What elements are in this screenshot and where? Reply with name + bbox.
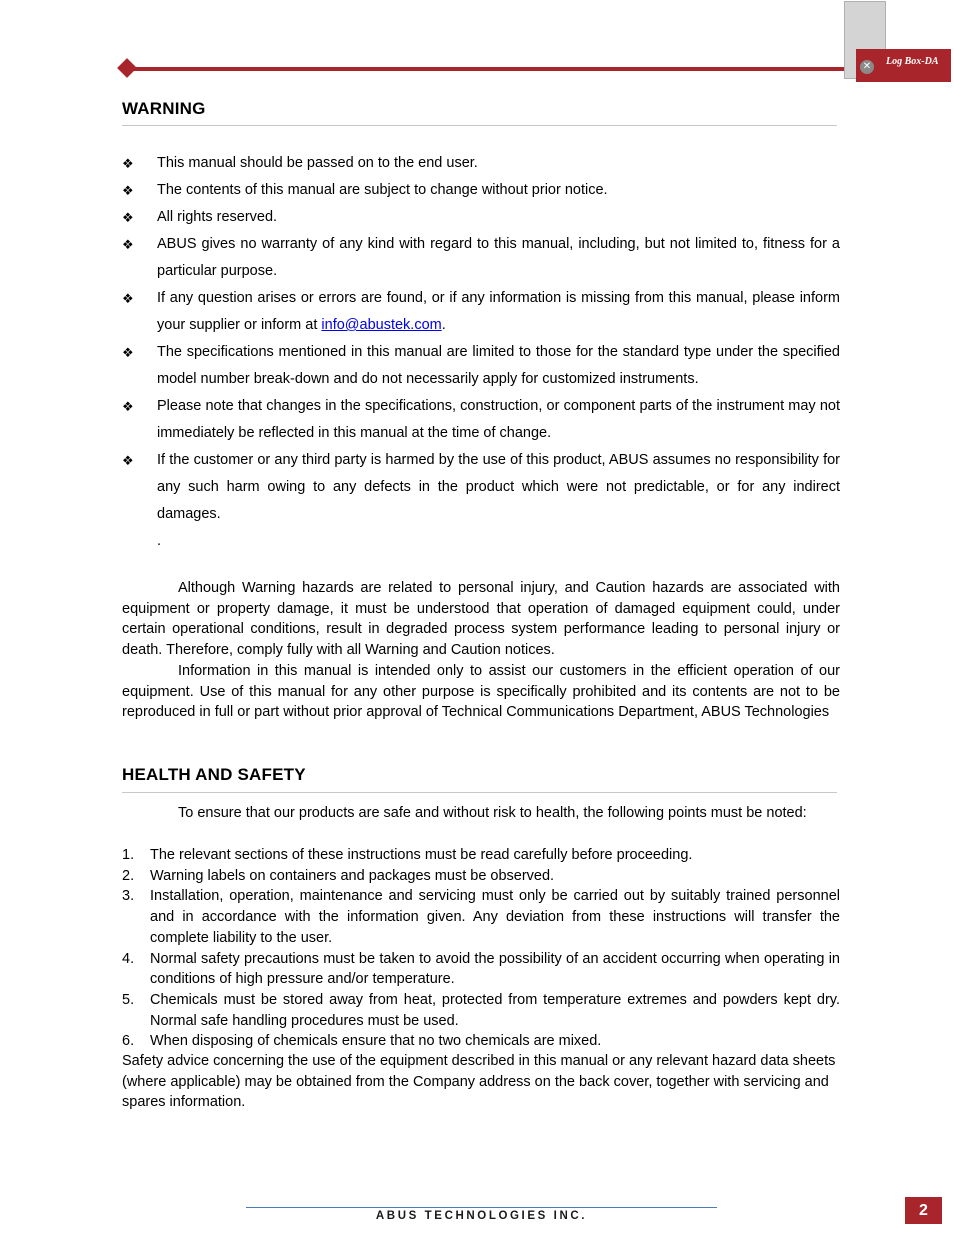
diamond-bullet-icon: ❖ xyxy=(122,237,134,252)
health-intro-block xyxy=(122,803,840,824)
page-number: 2 xyxy=(905,1197,942,1224)
list-item: ❖ If any question arises or errors are found, or if any information is missing from this manual, please inform your supplier or inform at info@abustek.com. xyxy=(122,285,840,339)
header-diamond xyxy=(117,58,137,78)
health-intro: To ensure that our products are safe and without risk to health, the following points must be noted: xyxy=(178,805,807,821)
warning-paragraph: Information in this manual is intended only to assist our customers in the efficient operation of our equipment. Use of this manual for any other purpose is specifically prohibited and its contents are not to be reproduced in full or part without prior approval of Technical Communications Department, ABUS Technologies xyxy=(122,662,840,721)
trailing-dot: . xyxy=(157,533,162,549)
diamond-bullet-icon: ❖ xyxy=(122,399,134,414)
warning-title-rule xyxy=(122,125,837,126)
diamond-bullet-icon: ❖ xyxy=(122,183,134,198)
footer-company: ABUS TECHNOLOGIES INC. xyxy=(375,1210,588,1222)
diamond-bullet-icon: ❖ xyxy=(122,156,134,171)
diamond-bullet-icon: ❖ xyxy=(122,291,134,306)
warning-paragraphs xyxy=(122,578,840,723)
list-item: ❖ All rights reserved. xyxy=(122,204,840,231)
warning-list xyxy=(122,150,840,528)
diamond-bullet-icon: ❖ xyxy=(122,345,134,360)
header-rule xyxy=(126,67,846,71)
header-tab-label: Log Box-DA xyxy=(886,56,939,67)
list-item: ❖ ABUS gives no warranty of any kind with regard to this manual, including, but not limited to, fitness for a particular purpose. xyxy=(122,231,840,285)
list-item: 6. When disposing of chemicals ensure that no two chemicals are mixed. xyxy=(122,1033,602,1050)
health-title-rule xyxy=(122,792,837,793)
warning-title: WARNING xyxy=(122,99,206,118)
health-title: HEALTH AND SAFETY xyxy=(122,765,306,784)
list-item: 5. Chemicals must be stored away from heat, protected from temperature extremes and powders kept dry. Normal safe handling procedures must be used. xyxy=(122,991,840,1029)
warning-paragraph: Although Warning hazards are related to personal injury, and Caution hazards are associated with equipment or property damage, it must be understood that operation of damaged equipment could, under certain operational conditions, result in degraded process system performance leading to personal injury or death. Therefore, comply fully with all Warning and Caution notices. xyxy=(122,580,840,659)
list-item: ❖ This manual should be passed on to the end user. xyxy=(122,150,840,177)
diamond-bullet-icon: ❖ xyxy=(122,453,134,468)
list-item: 2. Warning labels on containers and packages must be observed. xyxy=(122,867,555,884)
list-item: ❖ Please note that changes in the specifications, construction, or component parts of the instrument may not immediately be reflected in this manual at the time of change. xyxy=(122,393,840,447)
health-list xyxy=(122,845,840,1052)
list-item: ❖ The specifications mentioned in this manual are limited to those for the standard type under the specified model number break-down and do not necessarily apply for customized instruments. xyxy=(122,339,840,393)
diamond-bullet-icon: ❖ xyxy=(122,210,134,225)
footer-rule xyxy=(246,1207,717,1208)
list-item: ❖ If the customer or any third party is harmed by the use of this product, ABUS assumes no responsibility for any such harm owing to any defects in the product which were not predictable, or for any indirect damages. xyxy=(122,447,840,528)
email-link[interactable]: info@abustek.com xyxy=(321,317,442,333)
close-circle-icon: ✕ xyxy=(860,60,874,74)
list-item: 1. The relevant sections of these instructions must be read carefully before proceeding. xyxy=(122,847,693,863)
list-item: 4. Normal safety precautions must be taken to avoid the possibility of an accident occurring when operating in conditions of high pressure and/or temperature. xyxy=(122,950,840,988)
list-item: 3. Installation, operation, maintenance and servicing must only be carried out by suitably trained personnel and in accordance with the information given. Any deviation from these instructions will transfer the complete liability to the user. xyxy=(122,888,840,946)
safety-advice: Safety advice concerning the use of the equipment described in this manual or any relevant hazard data sheets (where applicable) may be obtained from the Company address on the back cover, together with servicing and spares information. xyxy=(122,1053,836,1111)
list-item: ❖ The contents of this manual are subject to change without prior notice. xyxy=(122,177,840,204)
